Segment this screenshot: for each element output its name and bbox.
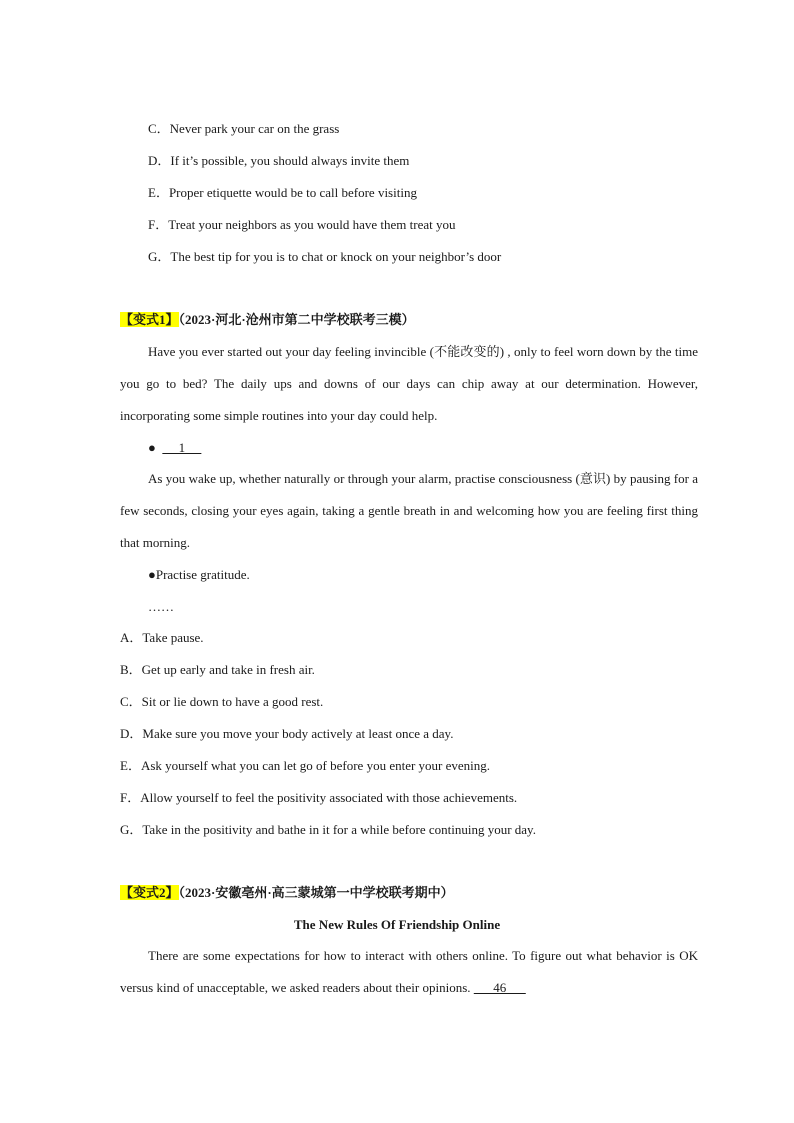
blank-1: 1 (162, 440, 202, 455)
v1-option-f: F．Allow yourself to feel the positivity associated with those achievements. (120, 790, 518, 805)
variant2-header (120, 885, 454, 901)
v1-option-c: C．Sit or lie down to have a good rest. (120, 694, 324, 709)
option-d: D．If it’s possible, you should always invite them (148, 153, 410, 168)
bullet-mark: ● (148, 440, 156, 455)
v1-option-d: D．Make sure you move your body actively at least once a day. (120, 726, 454, 741)
variant1-bullet2: ●Practise gratitude. (148, 567, 250, 582)
variant2-tag: 【变式2】 (120, 885, 179, 900)
variant1-ellipsis: …… (148, 599, 174, 614)
variant1-source: （2023·河北·沧州市第二中学校联考三模） (178, 312, 415, 327)
option-f: F．Treat your neighbors as you would have them treat you (148, 217, 456, 232)
v1-option-a: A．Take pause. (120, 630, 204, 645)
variant1-intro (120, 336, 698, 432)
variant1-header (120, 312, 415, 328)
option-g: G．The best tip for you is to chat or knock on your neighbor’s door (148, 249, 502, 264)
variant2-para (120, 940, 698, 1004)
v1-option-g: G．Take in the positivity and bathe in it for a while before continuing your day. (120, 822, 536, 837)
v1-option-b: B．Get up early and take in fresh air. (120, 662, 315, 677)
variant1-para2 (120, 463, 698, 559)
variant1-para2-text: As you wake up, whether naturally or through your alarm, practise consciousness (意识) by pausing for a few seconds, closing your eyes again, taking a gentle breath in and welcoming how you are feeling first thing that morning. (120, 471, 698, 550)
option-e: E．Proper etiquette would be to call before visiting (148, 185, 417, 200)
variant2-title: The New Rules Of Friendship Online (293, 917, 501, 932)
variant1-tag: 【变式1】 (120, 312, 179, 327)
variant1-bullet1 (148, 440, 201, 456)
variant2-para-text: There are some expectations for how to interact with others online. To figure out what behavior is OK versus kind of unacceptable, we asked readers about their opinions. (120, 948, 698, 995)
option-c: C．Never park your car on the grass (148, 121, 340, 136)
variant1-intro-text: Have you ever started out your day feeling invincible (不能改变的) , only to feel worn down by the time you go to bed? The daily ups and downs of our days can chip away at our determination. However, incorporating some simple routines into your day could help. (120, 344, 698, 423)
blank-46: 46 (473, 980, 526, 995)
variant2-source: （2023·安徽亳州·高三蒙城第一中学校联考期中） (178, 885, 454, 900)
v1-option-e: E．Ask yourself what you can let go of before you enter your evening. (120, 758, 491, 773)
